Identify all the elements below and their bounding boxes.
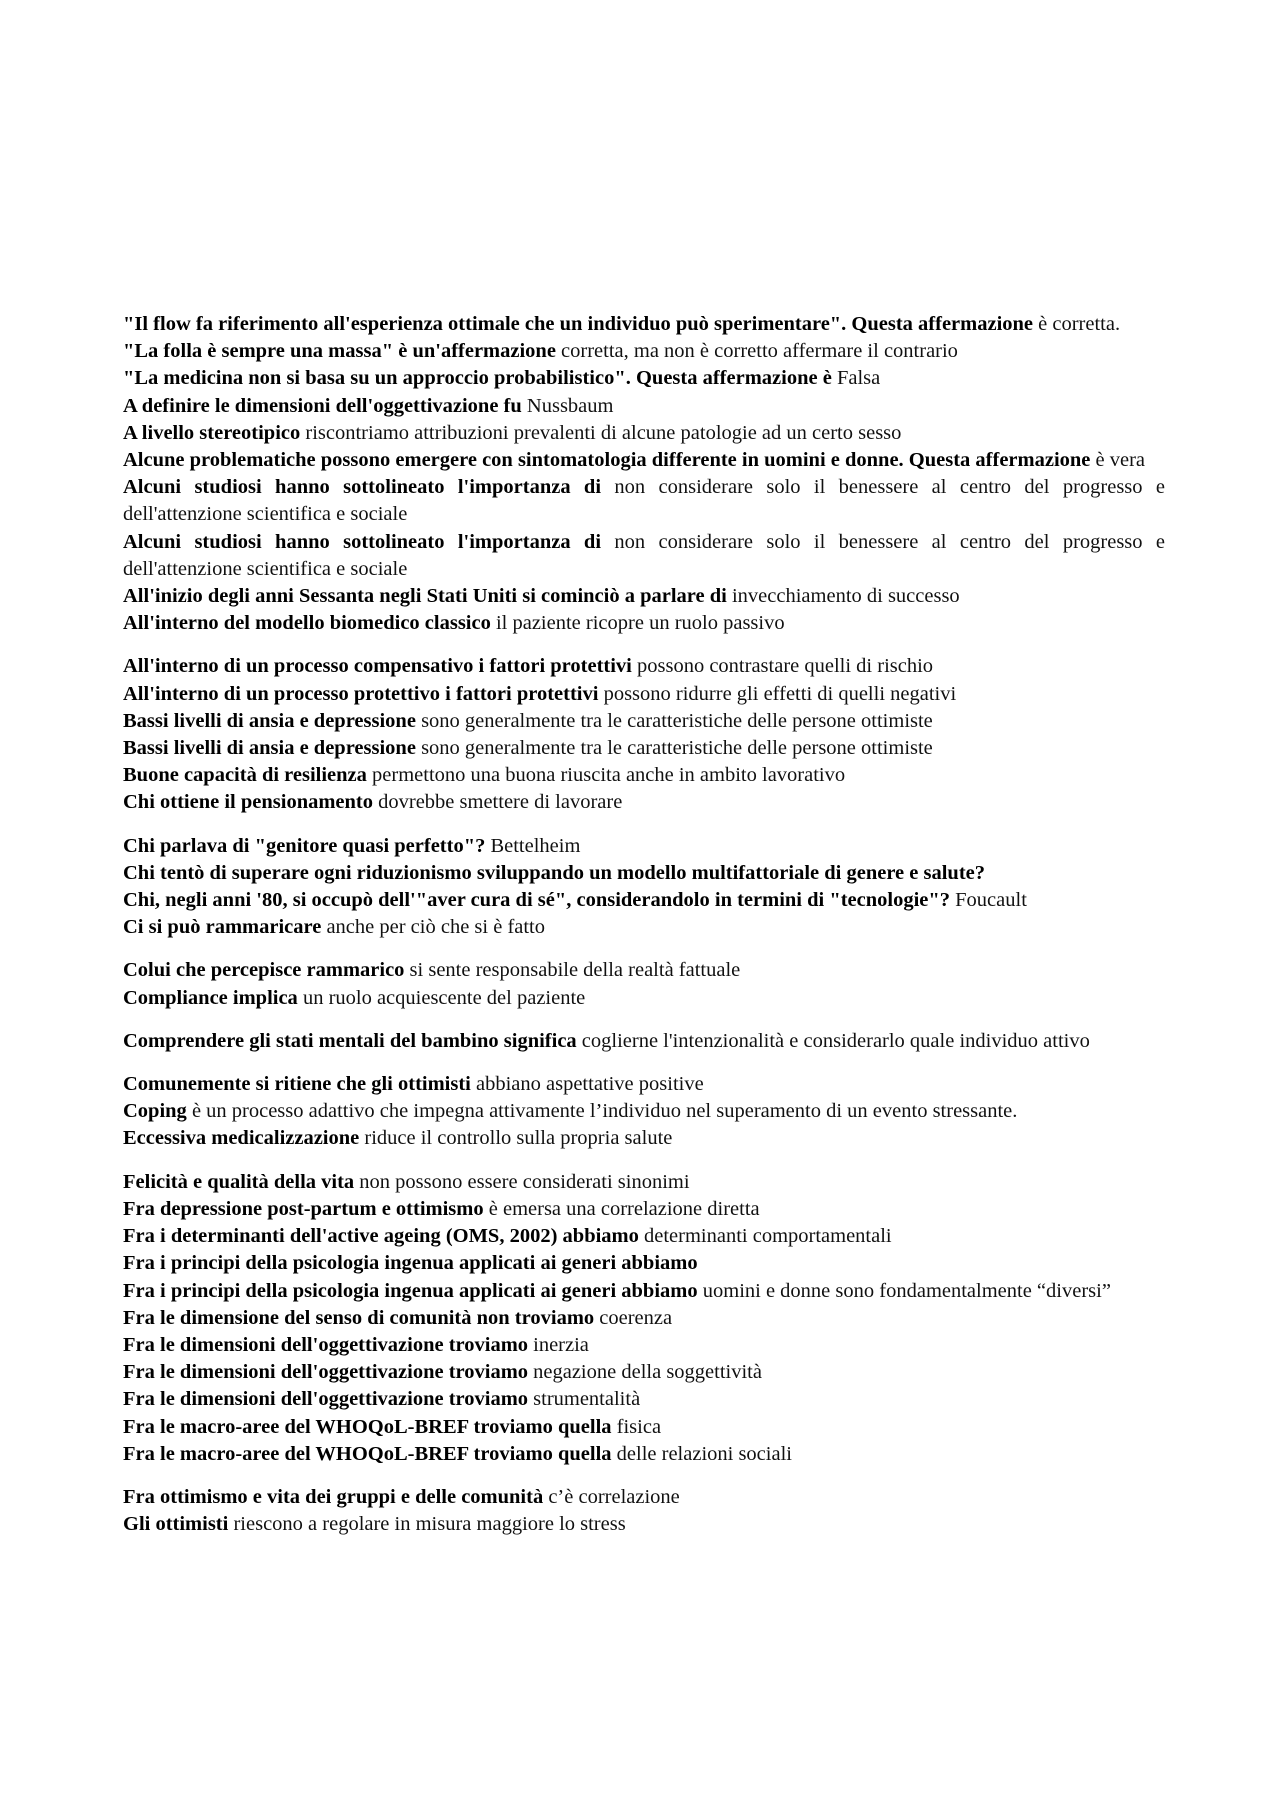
answer-text: si sente responsabile della realtà fattuale xyxy=(409,959,741,982)
question-text: Coping xyxy=(123,1100,187,1123)
qa-entry xyxy=(123,1305,1165,1332)
qa-entry xyxy=(123,860,1165,887)
entry-group xyxy=(123,653,1165,816)
qa-entry xyxy=(123,365,1165,392)
answer-text: Bettelheim xyxy=(490,834,581,857)
question-text: All'interno di un processo protettivo i fattori protettivi xyxy=(123,682,599,705)
qa-entry xyxy=(123,1223,1165,1250)
qa-entry xyxy=(123,985,1165,1012)
qa-entry xyxy=(123,529,1165,583)
entry-group xyxy=(123,1484,1165,1538)
qa-entry xyxy=(123,1386,1165,1413)
qa-entry xyxy=(123,1125,1165,1152)
answer-text: determinanti comportamentali xyxy=(644,1225,892,1248)
question-text: Alcuni studiosi hanno sottolineato l'importanza di xyxy=(123,476,602,499)
answer-text: non considerare solo il benessere al centro del progresso e dell'attenzione scientifica e sociale xyxy=(123,476,1165,526)
question-text: "La medicina non si basa su un approccio probabilistico". Questa affermazione è xyxy=(123,367,832,390)
answer-text: sono generalmente tra le caratteristiche delle persone ottimiste xyxy=(421,709,933,732)
qa-entry xyxy=(123,1332,1165,1359)
qa-entry xyxy=(123,1441,1165,1468)
answer-text: abbiano aspettative positive xyxy=(475,1073,704,1096)
qa-entry xyxy=(123,789,1165,816)
entry-group xyxy=(123,311,1165,637)
paragraph-gap xyxy=(123,1055,1165,1071)
qa-entry xyxy=(123,311,1165,338)
answer-text: invecchiamento di successo xyxy=(731,585,960,608)
answer-text: inerzia xyxy=(533,1333,589,1356)
qa-entry xyxy=(123,1169,1165,1196)
answer-text: è un processo adattivo che impegna attivamente l’individuo nel superamento di un evento stressante. xyxy=(191,1100,1018,1123)
question-text: "Il flow fa riferimento all'esperienza ottimale che un individuo può sperimentare". Questa affermazione xyxy=(123,313,1034,335)
question-text: Fra ottimismo e vita dei gruppi e delle comunità xyxy=(123,1485,544,1508)
answer-text: riscontriamo attribuzioni prevalenti di alcune patologie ad un certo sesso xyxy=(305,421,902,444)
answer-text: strumentalità xyxy=(533,1388,641,1411)
qa-entry xyxy=(123,708,1165,735)
qa-entry xyxy=(123,447,1165,474)
paragraph-gap xyxy=(123,1468,1165,1484)
question-text: Fra le macro-aree del WHOQoL-BREF troviamo quella xyxy=(123,1442,612,1465)
paragraph-gap xyxy=(123,637,1165,653)
question-text: Fra le dimensioni dell'oggettivazione troviamo xyxy=(123,1388,529,1411)
answer-text: è corretta. xyxy=(1038,313,1121,335)
answer-text: delle relazioni sociali xyxy=(616,1442,792,1465)
qa-entry xyxy=(123,393,1165,420)
answer-text: Foucault xyxy=(955,889,1027,912)
question-text: Alcuni studiosi hanno sottolineato l'importanza di xyxy=(123,530,602,553)
qa-entry xyxy=(123,887,1165,914)
qa-entry xyxy=(123,1196,1165,1223)
question-text: Fra le macro-aree del WHOQoL-BREF troviamo quella xyxy=(123,1415,612,1438)
question-text: A definire le dimensioni dell'oggettivazione fu xyxy=(123,394,522,417)
answer-text: Falsa xyxy=(836,367,881,390)
answer-text: corretta, ma non è corretto affermare il contrario xyxy=(561,340,958,363)
question-text: Gli ottimisti xyxy=(123,1513,229,1536)
question-text: Fra le dimensioni dell'oggettivazione troviamo xyxy=(123,1361,529,1384)
question-text: A livello stereotipico xyxy=(123,421,301,444)
answer-text: coglierne l'intenzionalità e considerarlo quale individuo attivo xyxy=(581,1029,1090,1052)
answer-text: permettono una buona riuscita anche in ambito lavorativo xyxy=(372,764,846,787)
qa-entry xyxy=(123,1250,1165,1277)
answer-text: coerenza xyxy=(599,1306,673,1329)
question-text: Buone capacità di resilienza xyxy=(123,764,367,787)
question-text: Fra le dimensioni dell'oggettivazione troviamo xyxy=(123,1333,529,1356)
question-text: Felicità e qualità della vita xyxy=(123,1170,355,1193)
answer-text: negazione della soggettività xyxy=(533,1361,762,1384)
answer-text: possono ridurre gli effetti di quelli negativi xyxy=(603,682,957,705)
qa-entry xyxy=(123,1359,1165,1386)
qa-entry xyxy=(123,1071,1165,1098)
qa-entry xyxy=(123,735,1165,762)
question-text: Bassi livelli di ansia e depressione xyxy=(123,737,416,760)
question-text: All'interno di un processo compensativo i fattori protettivi xyxy=(123,655,632,678)
question-text: All'inizio degli anni Sessanta negli Stati Uniti si cominciò a parlare di xyxy=(123,585,727,608)
qa-entry xyxy=(123,914,1165,941)
document-page xyxy=(123,311,1165,1538)
question-text: Eccessiva medicalizzazione xyxy=(123,1127,360,1150)
question-text: Compliance implica xyxy=(123,986,298,1009)
entry-group xyxy=(123,1169,1165,1468)
answer-text: è emersa una correlazione diretta xyxy=(488,1197,760,1220)
answer-text: c’è correlazione xyxy=(548,1485,680,1508)
answer-text: non possono essere considerati sinonimi xyxy=(359,1170,690,1193)
question-text: All'interno del modello biomedico classico xyxy=(123,612,491,635)
question-text: Bassi livelli di ansia e depressione xyxy=(123,709,416,732)
qa-entry xyxy=(123,583,1165,610)
question-text: Fra i principi della psicologia ingenua applicati ai generi abbiamo xyxy=(123,1252,698,1275)
paragraph-gap xyxy=(123,817,1165,833)
question-text: Chi, negli anni '80, si occupò dell'"aver cura di sé", considerandolo in termini di "tecnologie"? xyxy=(123,889,951,912)
question-text: Fra i principi della psicologia ingenua applicati ai generi abbiamo xyxy=(123,1279,698,1302)
qa-entry xyxy=(123,833,1165,860)
question-text: Ci si può rammaricare xyxy=(123,916,322,939)
answer-text: anche per ciò che si è fatto xyxy=(326,916,546,939)
answer-text: possono contrastare quelli di rischio xyxy=(637,655,934,678)
answer-text: non considerare solo il benessere al centro del progresso e dell'attenzione scientifica e sociale xyxy=(123,530,1165,580)
answer-text: fisica xyxy=(616,1415,662,1438)
answer-text: sono generalmente tra le caratteristiche delle persone ottimiste xyxy=(421,737,933,760)
entry-group xyxy=(123,833,1165,942)
qa-entry xyxy=(123,762,1165,789)
answer-text: uomini e donne sono fondamentalmente “diversi” xyxy=(702,1279,1111,1302)
qa-entry xyxy=(123,681,1165,708)
question-text: Fra le dimensione del senso di comunità non troviamo xyxy=(123,1306,595,1329)
answer-text: riescono a regolare in misura maggiore lo stress xyxy=(233,1513,626,1536)
qa-entry xyxy=(123,1414,1165,1441)
question-text: Fra i determinanti dell'active ageing (OMS, 2002) abbiamo xyxy=(123,1225,639,1248)
qa-entry xyxy=(123,474,1165,528)
qa-entry xyxy=(123,957,1165,984)
qa-entry xyxy=(123,420,1165,447)
question-text: Chi ottiene il pensionamento xyxy=(123,791,373,814)
paragraph-gap xyxy=(123,1012,1165,1028)
qa-entry xyxy=(123,1484,1165,1511)
answer-text: è vera xyxy=(1095,449,1146,472)
question-text: Chi parlava di "genitore quasi perfetto"? xyxy=(123,834,486,857)
qa-entry xyxy=(123,1511,1165,1538)
qa-entry xyxy=(123,1278,1165,1305)
qa-entry xyxy=(123,338,1165,365)
entry-group xyxy=(123,1071,1165,1153)
question-text: Chi tentò di superare ogni riduzionismo sviluppando un modello multifattoriale di genere e salute? xyxy=(123,861,986,884)
entry-group xyxy=(123,957,1165,1011)
qa-entry xyxy=(123,610,1165,637)
paragraph-gap xyxy=(123,1153,1165,1169)
question-text: Alcune problematiche possono emergere con sintomatologia differente in uomini e donne. Questa affermazione xyxy=(123,449,1091,472)
answer-text: un ruolo acquiescente del paziente xyxy=(302,986,586,1009)
question-text: "La folla è sempre una massa" è un'affermazione xyxy=(123,340,556,363)
qa-entry xyxy=(123,653,1165,680)
question-text: Comprendere gli stati mentali del bambino significa xyxy=(123,1029,577,1052)
answer-text: dovrebbe smettere di lavorare xyxy=(378,791,623,814)
paragraph-gap xyxy=(123,941,1165,957)
qa-entry xyxy=(123,1098,1165,1125)
answer-text: Nussbaum xyxy=(526,394,614,417)
question-text: Comunemente si ritiene che gli ottimisti xyxy=(123,1073,471,1096)
entry-group xyxy=(123,1028,1165,1055)
qa-entry xyxy=(123,1028,1165,1055)
answer-text: il paziente ricopre un ruolo passivo xyxy=(495,612,785,635)
question-text: Fra depressione post-partum e ottimismo xyxy=(123,1197,484,1220)
answer-text: riduce il controllo sulla propria salute xyxy=(364,1127,673,1150)
question-text: Colui che percepisce rammarico xyxy=(123,959,405,982)
